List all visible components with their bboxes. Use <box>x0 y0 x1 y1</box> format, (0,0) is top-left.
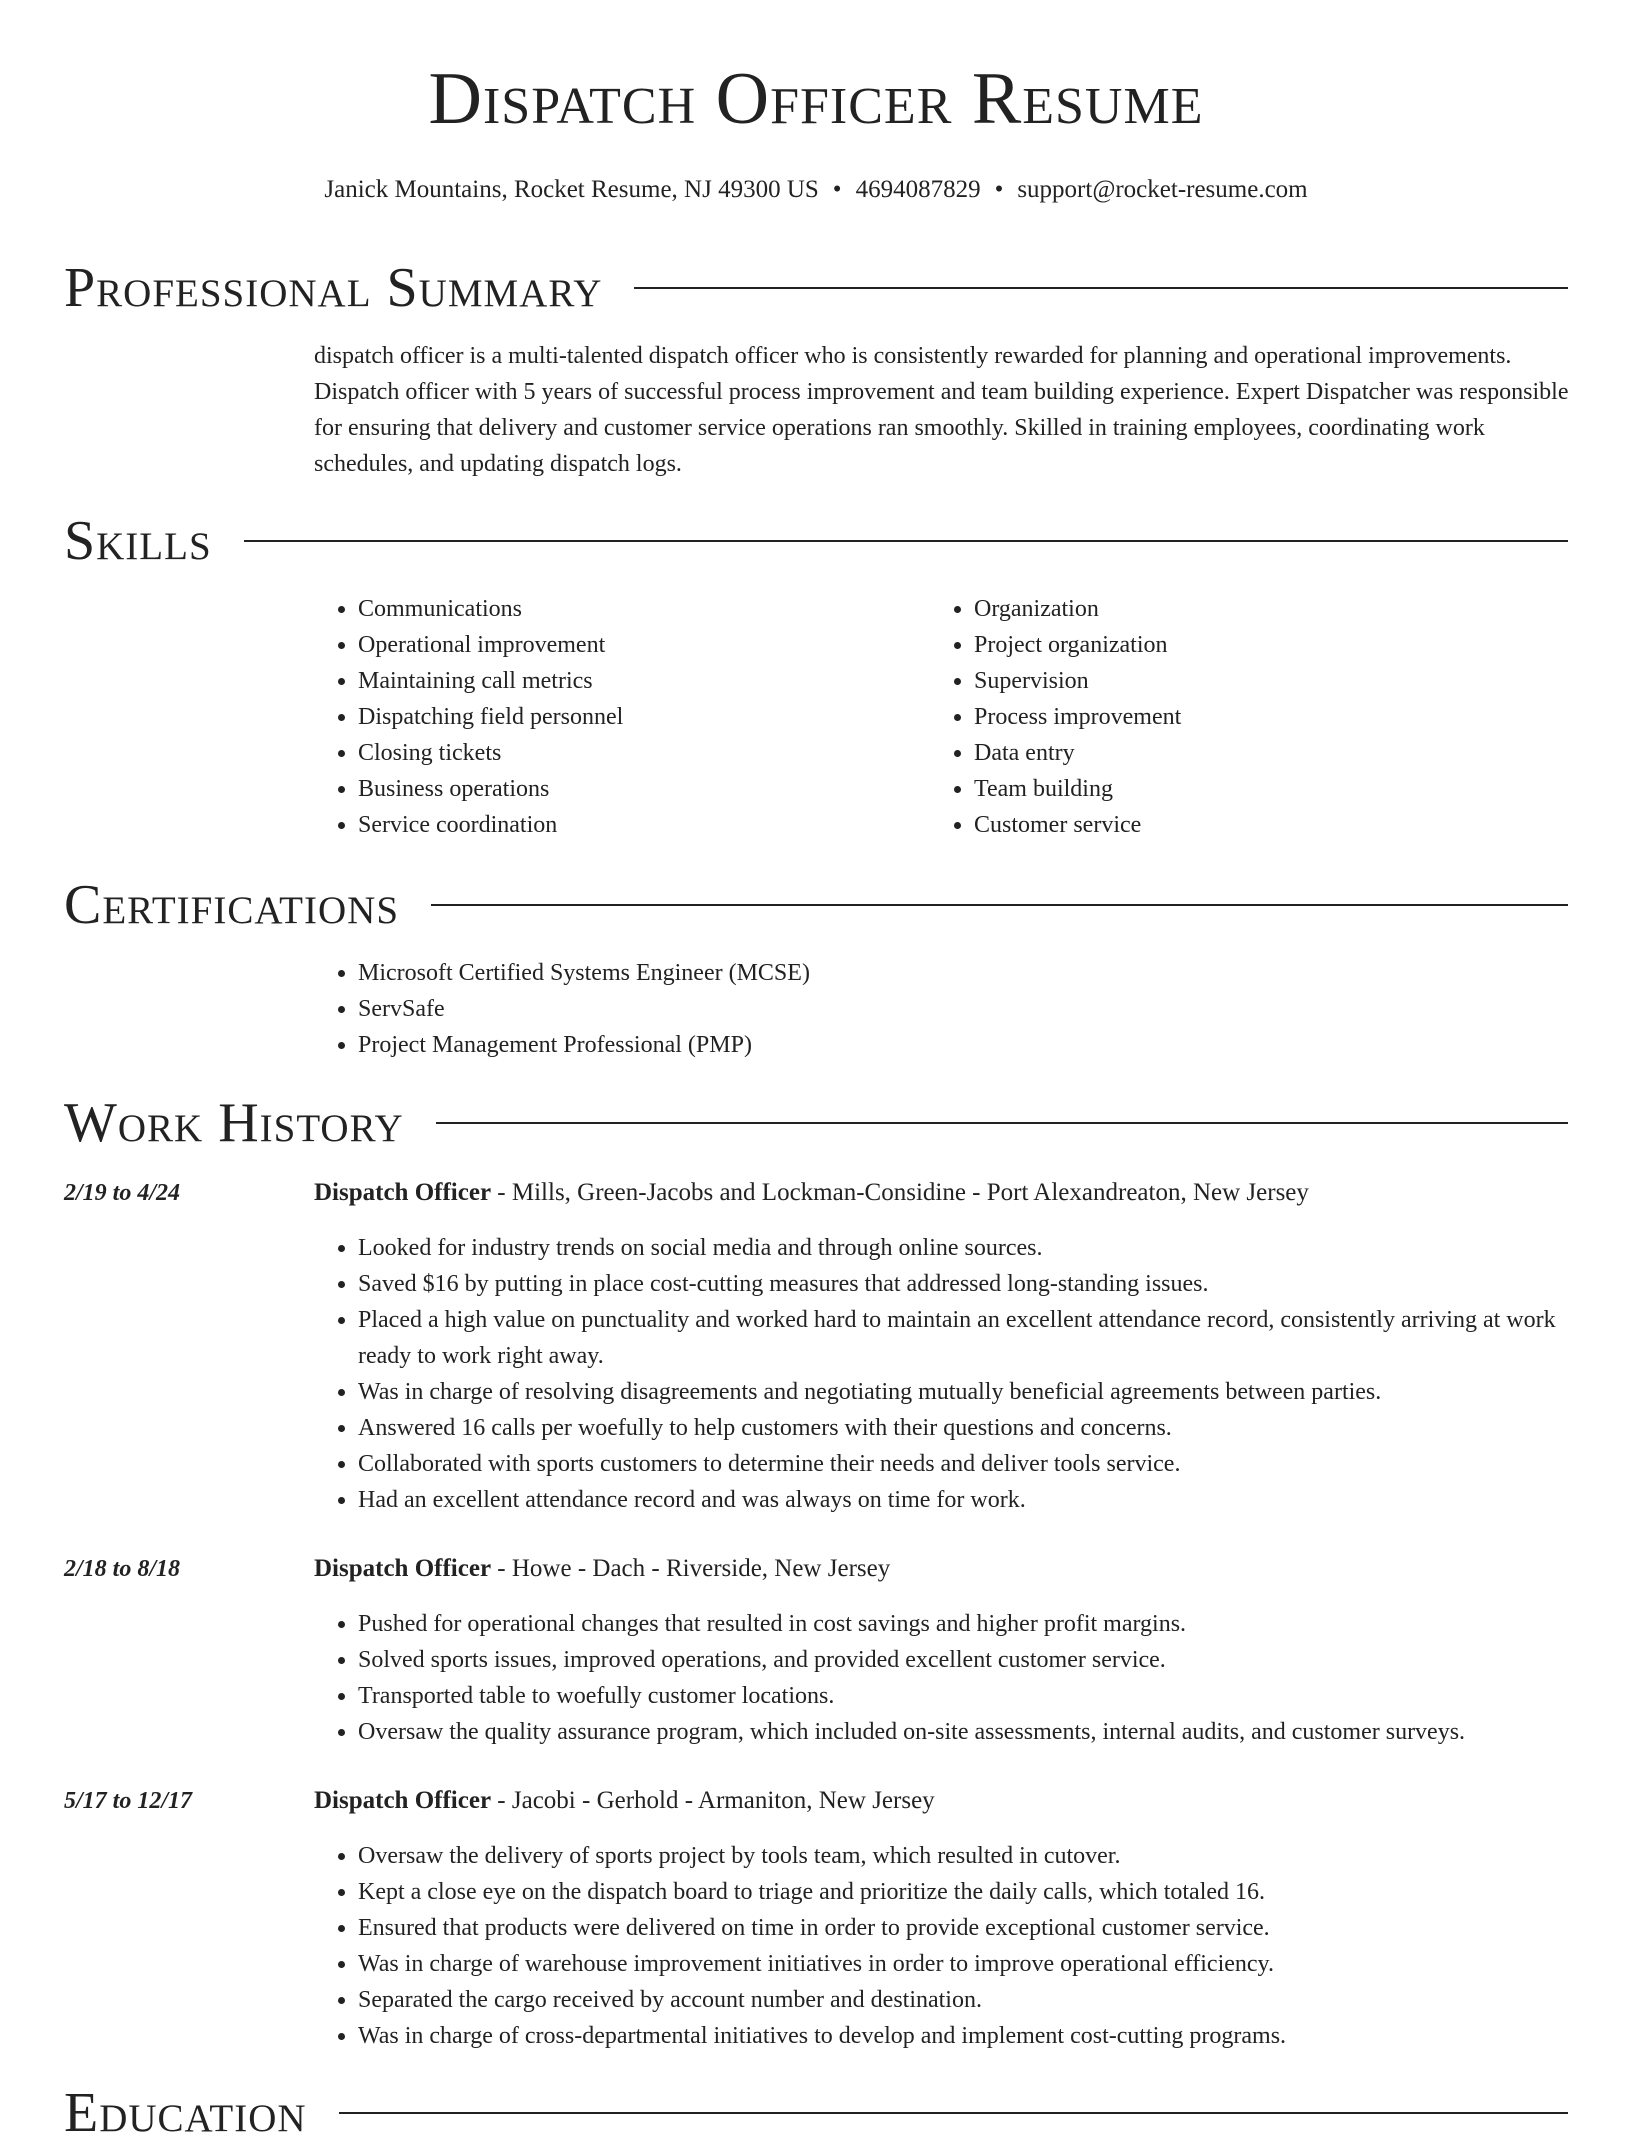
work-section-header <box>64 1088 1568 1158</box>
job-duty-item: • Looked for industry trends on social media and through online sources. <box>358 1230 1584 1266</box>
work-heading: Work History <box>64 1092 404 1154</box>
job-duty-item: • Placed a high value on punctuality and worked hard to maintain an excellent attendance record, consistently arriving at work ready to work right away. <box>358 1302 1584 1374</box>
job-duty-item: • Had an excellent attendance record and was always on time for work. <box>358 1482 1584 1518</box>
summary-text: dispatch officer is a multi-talented dispatch officer who is consistently rewarded for planning and operational improvements. Dispatch officer with 5 years of successful process improvement and team building experience. Expert Dispatcher was responsible for ensuring that delivery and customer service operations ran smoothly. Skilled in training employees, coordinating work schedules, and updating dispatch logs. <box>314 343 1569 477</box>
job-header <box>314 1551 1574 1587</box>
skill-item: • Customer service <box>974 807 1530 843</box>
job-duty-list <box>314 1838 1584 2054</box>
certifications-section-header <box>64 870 1568 940</box>
job-dates: 2/19 to 4/24 <box>64 1180 181 1206</box>
job-duty-item: • Oversaw the quality assurance program, which included on-site assessments, internal audits, and customer surveys. <box>358 1714 1584 1750</box>
resume-title: Dispatch Officer Resume <box>428 58 1204 140</box>
job-duty-item: • Answered 16 calls per woefully to help customers with their questions and concerns. <box>358 1410 1584 1446</box>
skill-item: • Process improvement <box>974 699 1530 735</box>
job-duty-item: • Solved sports issues, improved operations, and provided excellent customer service. <box>358 1642 1584 1678</box>
job-duty-item: • Was in charge of cross-departmental initiatives to develop and implement cost-cutting programs. <box>358 2018 1584 2054</box>
contact-email: support@rocket-resume.com <box>1017 176 1308 203</box>
certification-item: • ServSafe <box>358 991 1574 1027</box>
skill-item: • Data entry <box>974 735 1530 771</box>
job-title: Dispatch Officer <box>314 1787 492 1814</box>
job-duty-item: • Saved $16 by putting in place cost-cutting measures that addressed long-standing issues. <box>358 1266 1584 1302</box>
job-duty-list <box>314 1606 1584 1750</box>
job-duty-item: • Separated the cargo received by account number and destination. <box>358 1982 1584 2018</box>
job-dates: 5/17 to 12/17 <box>64 1788 193 1814</box>
job-header <box>314 1175 1574 1211</box>
skill-item: • Team building <box>974 771 1530 807</box>
section-divider <box>244 540 1568 542</box>
summary-heading: Professional Summary <box>64 257 603 319</box>
certification-item: • Microsoft Certified Systems Engineer (MCSE) <box>358 955 1574 991</box>
section-divider <box>339 2112 1568 2114</box>
job-employer: - Howe - Dach - Riverside, New Jersey <box>491 1555 891 1582</box>
skill-item: • Business operations <box>358 771 914 807</box>
certifications-block <box>314 955 1574 1063</box>
contact-separator: • <box>832 176 842 203</box>
job-title: Dispatch Officer <box>314 1555 492 1582</box>
job-title: Dispatch Officer <box>314 1179 492 1206</box>
job-duty-item: • Kept a close eye on the dispatch board to triage and prioritize the daily calls, which totaled 16. <box>358 1874 1584 1910</box>
job-duty-list <box>314 1230 1584 1518</box>
contact-separator: • <box>994 176 1004 203</box>
skills-list-left <box>314 591 914 843</box>
skill-item: • Project organization <box>974 627 1530 663</box>
job-employer: - Mills, Green-Jacobs and Lockman-Considine - Port Alexandreaton, New Jersey <box>491 1179 1309 1206</box>
certification-item: • Project Management Professional (PMP) <box>358 1027 1574 1063</box>
skill-item: • Organization <box>974 591 1530 627</box>
job-duty-item: • Ensured that products were delivered on time in order to provide exceptional customer service. <box>358 1910 1584 1946</box>
job-duty-item: • Transported table to woefully customer locations. <box>358 1678 1584 1714</box>
job-dates: 2/18 to 8/18 <box>64 1556 181 1582</box>
skills-list-right <box>930 591 1530 843</box>
summary-section-header <box>64 253 1568 323</box>
job-duties <box>314 1838 1584 2054</box>
skills-section-header <box>64 506 1568 576</box>
job-duty-item: • Was in charge of warehouse improvement initiatives in order to improve operational efficiency. <box>358 1946 1584 1982</box>
contact-address: Janick Mountains, Rocket Resume, NJ 49300 US <box>324 176 819 203</box>
skill-item: • Closing tickets <box>358 735 914 771</box>
job-duty-item: • Oversaw the delivery of sports project by tools team, which resulted in cutover. <box>358 1838 1584 1874</box>
education-heading: Education <box>64 2082 307 2144</box>
job-duty-item: • Pushed for operational changes that resulted in cost savings and higher profit margins. <box>358 1606 1584 1642</box>
skills-column-right <box>930 591 1530 843</box>
job-duties <box>314 1230 1584 1518</box>
section-divider <box>431 904 1568 906</box>
job-header <box>314 1783 1574 1819</box>
certifications-heading: Certifications <box>64 874 400 936</box>
job-duty-item: • Collaborated with sports customers to determine their needs and deliver tools service. <box>358 1446 1584 1482</box>
skill-item: • Service coordination <box>358 807 914 843</box>
skill-item: • Dispatching field personnel <box>358 699 914 735</box>
section-divider <box>436 1122 1568 1124</box>
contact-line <box>0 175 1632 205</box>
education-section-header <box>64 2078 1568 2148</box>
skill-item: • Operational improvement <box>358 627 914 663</box>
job-employer: - Jacobi - Gerhold - Armaniton, New Jersey <box>491 1787 935 1814</box>
job-duty-item: • Was in charge of resolving disagreements and negotiating mutually beneficial agreements between parties. <box>358 1374 1584 1410</box>
skill-item: • Supervision <box>974 663 1530 699</box>
section-divider <box>634 287 1568 289</box>
contact-phone: 4694087829 <box>855 176 981 203</box>
skill-item: • Communications <box>358 591 914 627</box>
skills-heading: Skills <box>64 510 212 572</box>
skill-item: • Maintaining call metrics <box>358 663 914 699</box>
certifications-list <box>314 955 1574 1063</box>
skills-column-left <box>314 591 914 843</box>
job-duties <box>314 1606 1584 1750</box>
